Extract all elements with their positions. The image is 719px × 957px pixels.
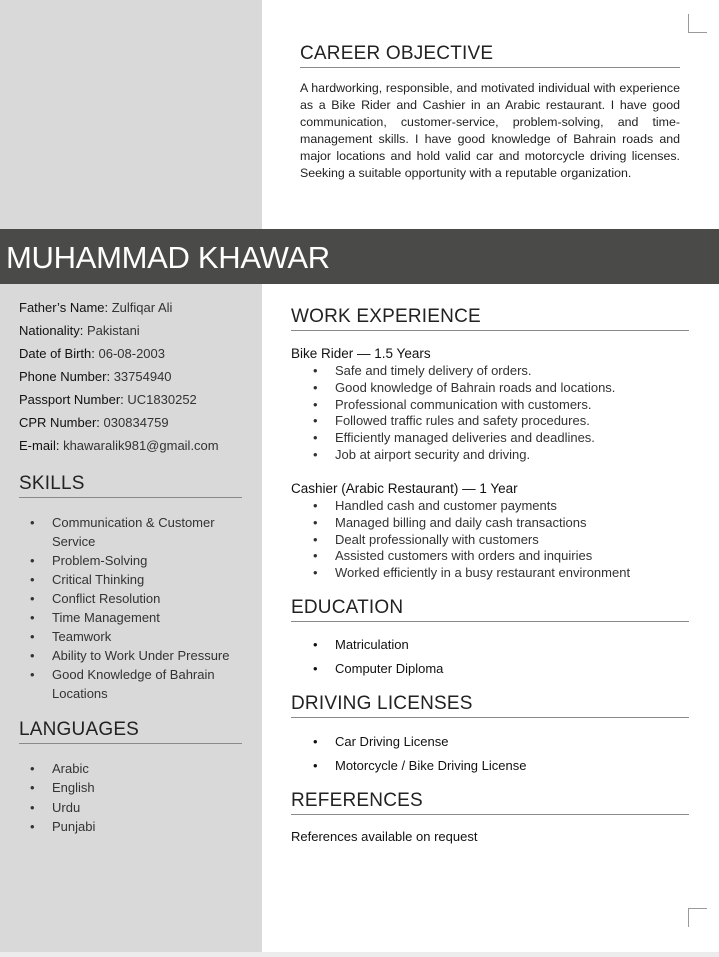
- skill-item: • Communication & Customer Service: [19, 513, 249, 551]
- education-item: • Matriculation: [302, 633, 692, 657]
- skills-list: [19, 513, 249, 703]
- duty-item: • Good knowledge of Bahrain roads and locations.: [302, 380, 692, 397]
- language-item: • Urdu: [19, 798, 249, 817]
- page-corner-mark-top: [688, 14, 707, 33]
- language-item: • Punjabi: [19, 817, 249, 836]
- detail-label: Nationality:: [19, 323, 84, 338]
- detail-label: E-mail:: [19, 438, 60, 453]
- languages-list: [19, 759, 249, 836]
- detail-nationality: [19, 323, 254, 346]
- detail-phone-number: [19, 369, 254, 392]
- detail-value: khawaralik981@gmail.com: [63, 438, 219, 453]
- language-item: • English: [19, 778, 249, 797]
- career-objective-text: A hardworking, responsible, and motivated individual with experience as a Bike Rider and Cashier in an Arabic restaurant. I have good communication, customer-service, problem-solving, and time-management skills. I have good knowledge of Bahrain roads and major locations and hold valid car and motorcycle driving licenses. Seeking a suitable opportunity with a reputable organization.: [300, 81, 680, 180]
- skill-item: • Teamwork: [19, 627, 249, 646]
- duty-item: • Professional communication with customers.: [302, 397, 692, 414]
- detail-label: Phone Number:: [19, 369, 111, 384]
- duty-item: • Assisted customers with orders and inquiries: [302, 548, 692, 565]
- detail-email: [19, 438, 254, 461]
- job-title-cashier: Cashier (Arabic Restaurant) — 1 Year: [291, 481, 518, 496]
- duty-item: • Efficiently managed deliveries and deadlines.: [302, 430, 692, 447]
- skills-heading: SKILLS: [19, 473, 85, 494]
- language-item: • Arabic: [19, 759, 249, 778]
- detail-value: Pakistani: [86, 323, 140, 338]
- job-title-bike-rider: Bike Rider — 1.5 Years: [291, 346, 431, 361]
- license-item: • Car Driving License: [302, 730, 692, 754]
- cashier-duties: [302, 498, 692, 582]
- duty-item: • Job at airport security and driving.: [302, 447, 692, 464]
- duty-item: • Dealt professionally with customers: [302, 532, 692, 549]
- license-item: • Motorcycle / Bike Driving License: [302, 754, 692, 778]
- detail-value: 030834759: [103, 415, 169, 430]
- duty-item: • Worked efficiently in a busy restaurant environment: [302, 565, 692, 582]
- detail-value: UC1830252: [127, 392, 197, 407]
- languages-heading: LANGUAGES: [19, 719, 140, 740]
- education-list: [302, 633, 692, 681]
- duty-item: • Managed billing and daily cash transactions: [302, 515, 692, 532]
- detail-value: Zulfiqar Ali: [111, 300, 173, 315]
- skill-item: • Time Management: [19, 608, 249, 627]
- work-experience-rule: [291, 330, 689, 331]
- page-corner-mark-bottom: [688, 908, 707, 927]
- duty-item: • Handled cash and customer payments: [302, 498, 692, 515]
- detail-date-of-birth: [19, 346, 254, 369]
- education-heading: EDUCATION: [291, 597, 404, 618]
- references-rule: [291, 814, 689, 815]
- detail-cpr-number: [19, 415, 254, 438]
- skill-item: • Conflict Resolution: [19, 589, 249, 608]
- detail-value: 33754940: [113, 369, 172, 384]
- references-heading: REFERENCES: [291, 790, 423, 811]
- duty-item: • Safe and timely delivery of orders.: [302, 363, 692, 380]
- duty-item: • Followed traffic rules and safety procedures.: [302, 413, 692, 430]
- page-bottom-edge: [0, 952, 719, 957]
- driving-licenses-list: [302, 730, 692, 778]
- skill-item: • Good Knowledge of Bahrain Locations: [19, 665, 249, 703]
- skills-rule: [19, 497, 242, 498]
- languages-rule: [19, 743, 242, 744]
- education-rule: [291, 621, 689, 622]
- personal-details: [19, 300, 254, 461]
- detail-fathers-name: [19, 300, 254, 323]
- career-objective-heading: CAREER OBJECTIVE: [300, 43, 494, 64]
- bike-rider-duties: [302, 363, 692, 464]
- driving-licenses-rule: [291, 717, 689, 718]
- detail-label: CPR Number:: [19, 415, 100, 430]
- skill-item: • Critical Thinking: [19, 570, 249, 589]
- career-objective-rule: [300, 67, 680, 68]
- candidate-name: MUHAMMAD KHAWAR: [6, 240, 330, 275]
- detail-label: Passport Number:: [19, 392, 124, 407]
- driving-licenses-heading: DRIVING LICENSES: [291, 693, 473, 714]
- detail-passport-number: [19, 392, 254, 415]
- detail-value: 06-08-2003: [98, 346, 165, 361]
- work-experience-heading: WORK EXPERIENCE: [291, 306, 481, 327]
- skill-item: • Problem-Solving: [19, 551, 249, 570]
- detail-label: Father’s Name:: [19, 300, 109, 315]
- education-item: • Computer Diploma: [302, 657, 692, 681]
- detail-label: Date of Birth:: [19, 346, 95, 361]
- references-text: References available on request: [291, 829, 478, 844]
- skill-item: • Ability to Work Under Pressure: [19, 646, 249, 665]
